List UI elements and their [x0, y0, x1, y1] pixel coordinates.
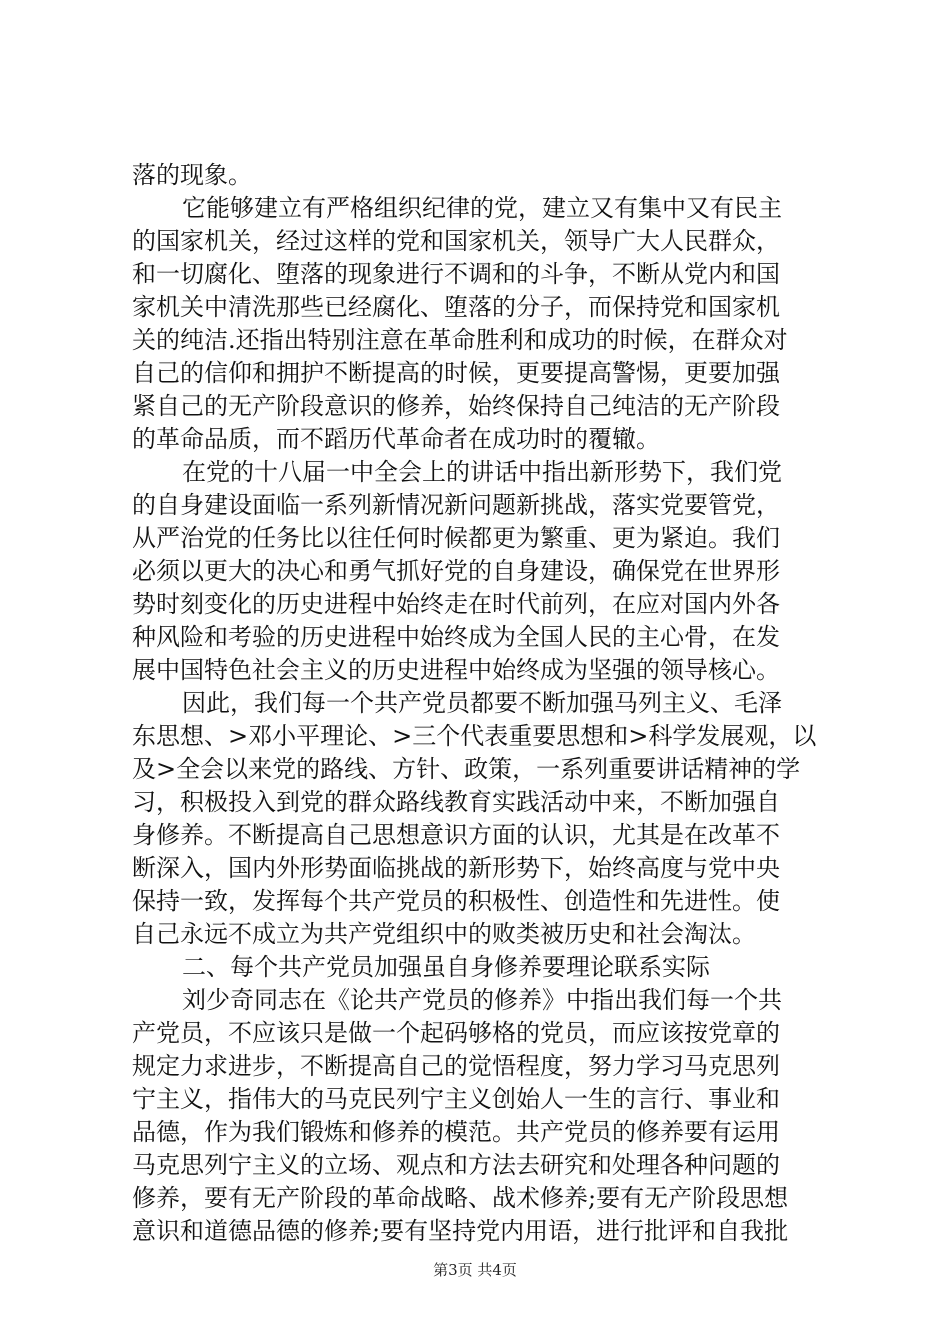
text-line: 断深入，国内外形势面临挑战的新形势下，始终高度与党中央: [132, 854, 780, 882]
text-line: 意识和道德品德的修养;要有坚持党内用语，进行批评和自我批: [132, 1217, 789, 1245]
text-line: 宁主义，指伟大的马克民列宁主义创始人一生的言行、事业和: [132, 1085, 780, 1113]
text-line: 和一切腐化、堕落的现象进行不调和的斗争，不断从党内和国: [132, 260, 780, 288]
text-line: 家机关中清洗那些已经腐化、堕落的分子，而保持党和国家机: [132, 293, 780, 321]
text-line: 它能够建立有严格组织纪律的党，建立又有集中又有民主: [182, 194, 782, 222]
text-line: 的自身建设面临一系列新情况新问题新挑战，落实党要管党，: [132, 491, 780, 519]
text-line: 刘少奇同志在《论共产党员的修养》中指出我们每一个共: [182, 986, 782, 1014]
text-line: 关的纯洁.还指出特别注意在革命胜利和成功的时候，在群众对: [132, 326, 788, 354]
text-line: 从严治党的任务比以往任何时候都更为繁重、更为紧迫。我们: [132, 524, 780, 552]
text-line: 习，积极投入到党的群众路线教育实践活动中来，不断加强自: [132, 788, 780, 816]
text-line: 身修养。不断提高自己思想意识方面的认识，尤其是在改革不: [132, 821, 780, 849]
text-line: 落的现象。: [132, 161, 252, 189]
text-line: 展中国特色社会主义的历史进程中始终成为坚强的领导核心。: [132, 656, 780, 684]
text-line: 自己永远不成立为共产党组织中的败类被历史和社会淘汰。: [132, 920, 756, 948]
text-line: 紧自己的无产阶段意识的修养，始终保持自己纯洁的无产阶段: [132, 392, 780, 420]
text-line: 及>全会以来党的路线、方针、政策，一系列重要讲话精神的学: [132, 755, 801, 783]
text-line: 规定力求进步，不断提高自己的觉悟程度，努力学习马克思列: [132, 1052, 780, 1080]
text-line: 种风险和考验的历史进程中始终成为全国人民的主心骨，在发: [132, 623, 780, 651]
text-line: 自己的信仰和拥护不断提高的时候，更要提高警惕，更要加强: [132, 359, 780, 387]
text-line: 东思想、>邓小平理论、>三个代表重要思想和>科学发展观，以: [132, 722, 817, 750]
text-line: 因此，我们每一个共产党员都要不断加强马列主义、毛泽: [182, 689, 782, 717]
text-line: 保持一致，发挥每个共产党员的积极性、创造性和先进性。使: [132, 887, 780, 915]
text-line: 马克思列宁主义的立场、观点和方法去研究和处理各种问题的: [132, 1151, 780, 1179]
text-line: 的革命品质，而不蹈历代革命者在成功时的覆辙。: [132, 425, 660, 453]
body-text: [132, 159, 822, 1248]
text-line: 品德，作为我们锻炼和修养的模范。共产党员的修养要有运用: [132, 1118, 780, 1146]
text-line: 产党员，不应该只是做一个起码够格的党员，而应该按党章的: [132, 1019, 780, 1047]
page-footer: 第3页 共4页: [433, 1261, 517, 1279]
text-line: 二、每个共产党员加强虽自身修养要理论联系实际: [182, 953, 710, 981]
text-line: 必须以更大的决心和勇气抓好党的自身建设，确保党在世界形: [132, 557, 780, 585]
text-line: 修养，要有无产阶段的革命战略、战术修养;要有无产阶段思想: [132, 1184, 789, 1212]
text-line: 势时刻变化的历史进程中始终走在时代前列，在应对国内外各: [132, 590, 780, 618]
text-line: 的国家机关，经过这样的党和国家机关，领导广大人民群众，: [132, 227, 780, 255]
text-line: 在党的十八届一中全会上的讲话中指出新形势下，我们党: [182, 458, 782, 486]
